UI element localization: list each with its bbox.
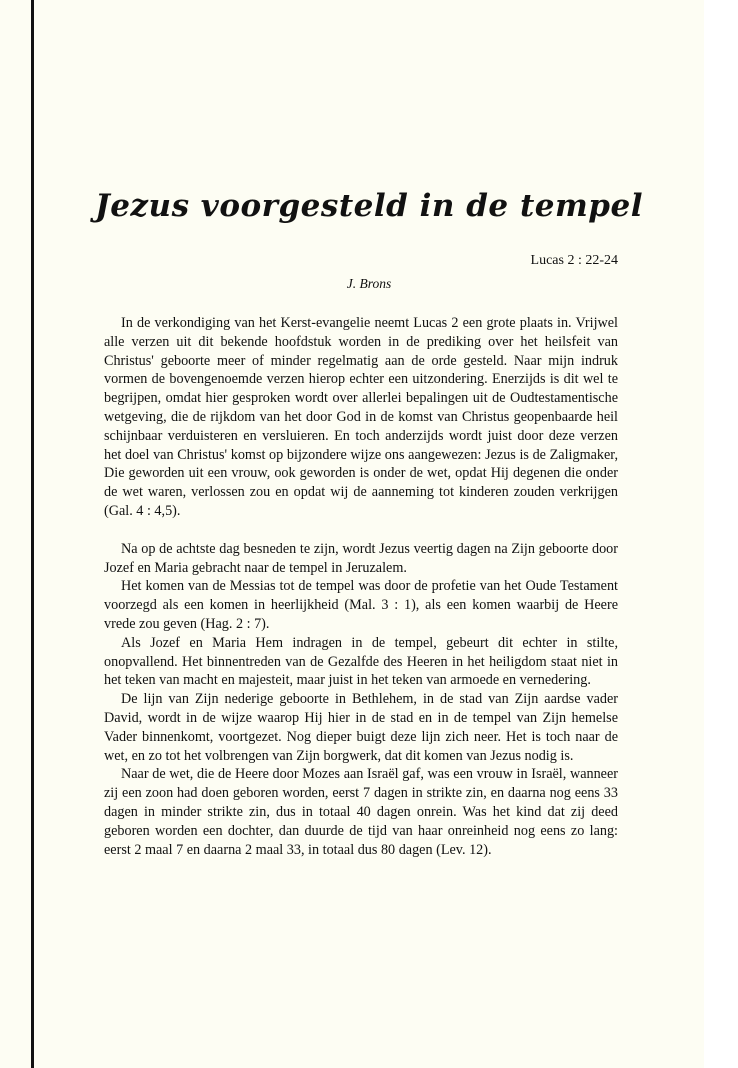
paragraph: Naar de wet, die de Heere door Mozes aan Israël gaf, was een vrouw in Israël, wanneer zij een zoon had doen geboren worden, eerst 7 dagen in strikte zin, en daarna nog eens 33 dagen in minder strikte zin, dus in totaal 40 dagen onrein. Was het kind dat zij deed geboren worden een dochter, dan duurde de tijd van haar onreinheid nog eens zo lang: eerst 2 maal 7 en daarna 2 maal 33, in totaal dus 80 dagen (Lev. 12). xyxy=(104,766,618,858)
paragraph: De lijn van Zijn nederige geboorte in Bethlehem, in de stad van Zijn aardse vader David, wordt in de wijze waarop Hij hier in de stad en in de tempel van Zijn hemelse Vader binnenkomt, voortgezet. Nog dieper buigt deze lijn zich neer. Het is toch naar de wet, en zo tot het volbrengen van Zijn borgwerk, dat dit komen van Jezus nodig is. xyxy=(104,691,618,764)
paragraph: In de verkondiging van het Kerst-evangelie neemt Lucas 2 een grote plaats in. Vrijwel alle verzen uit dit bekende hoofdstuk worden in de prediking over het heilsfeit van Christus' geboorte meer of minder regelmatig aan de orde gesteld. Naar mijn indruk vormen de bovengenoemde verzen hierop echter een uitzondering. Enerzijds is dit wel te begrijpen, omdat hier gesproken wordt over allerlei bepalingen uit de Oudtestamentische wetgeving, die de rijkdom van het door God in de komst van Christus geopenbaarde heil schijnbaar verduisteren en versluieren. En toch anderzijds wordt juist door deze verzen het doel van Christus' komst op bijzondere wijze ons aangewezen: Jezus is de Zaligmaker, Die geworden uit een vrouw, ook geworden is onder de wet, opdat Hij degenen die onder de wet waren, verlossen zou en opdat wij de aanneming tot kinderen zouden verkrijgen (Gal. 4 : 4,5). xyxy=(104,315,618,519)
paragraph: Het komen van de Messias tot de tempel was door de profetie van het Oude Testament voorzegd als een komen in heerlijkheid (Mal. 3 : 1), als een komen waarbij de Heere vrede zou geven (Hag. 2 : 7). xyxy=(104,578,618,632)
paragraph: Als Jozef en Maria Hem indragen in de tempel, gebeurt dit echter in stilte, onopvallend. Het binnentreden van de Gezalfde des Heeren in het heiligdom staat niet in het teken van macht en majesteit, maar juist in het teken van armoede en vernedering. xyxy=(104,634,618,689)
paragraph: Na op de achtste dag besneden te zijn, wordt Jezus veertig dagen na Zijn geboorte door Jozef en Maria gebracht naar de tempel in Jeruzalem. xyxy=(104,540,618,576)
page-margin-edge xyxy=(704,0,738,1068)
scripture-reference: Lucas 2 : 22-24 xyxy=(530,253,618,268)
article-title: Jezus voorgesteld in de tempel xyxy=(95,188,643,224)
article-body xyxy=(104,314,618,859)
author-name: J. Brons xyxy=(346,276,392,291)
binding-edge xyxy=(31,0,34,1068)
